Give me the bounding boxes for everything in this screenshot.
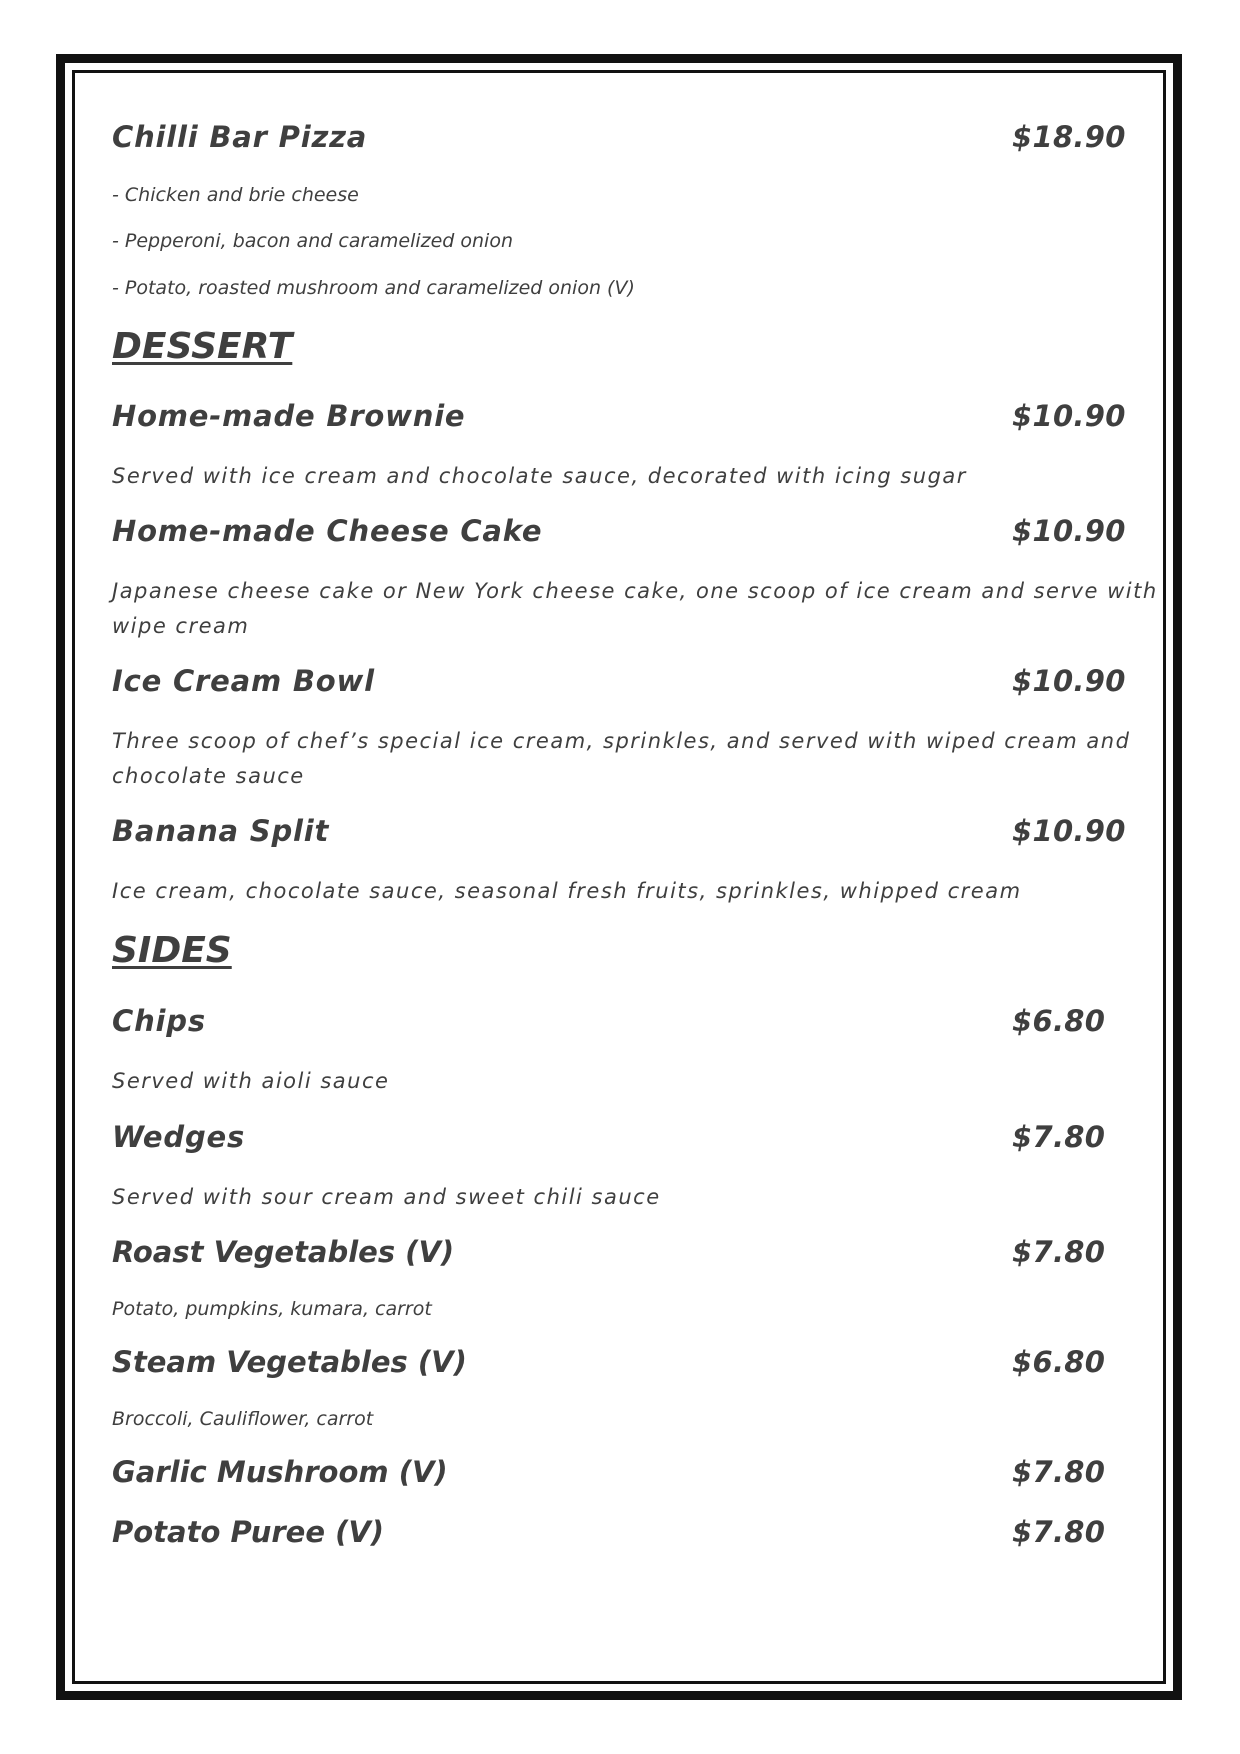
pizza-option: - Chicken and brie cheese [112,184,359,206]
menu-item-description: Three scoop of chef’s special ice cream, sprinkles, and served with wiped cream and [112,729,1131,753]
menu-item-description: Broccoli, Cauliflower, carrot [112,1408,374,1430]
menu-item-name: Chips [112,1004,206,1038]
menu-item-price: $10.90 [1012,664,1126,698]
section-heading-sides: SIDES [112,930,232,971]
section-heading-dessert: DESSERT [112,326,293,367]
menu-item-price: $7.80 [1012,1120,1106,1154]
menu-item-price: $10.90 [1012,514,1126,548]
pizza-title: Chilli Bar Pizza [112,120,368,154]
menu-item-name: Garlic Mushroom (V) [112,1455,448,1489]
menu-item-name: Potato Puree (V) [112,1515,385,1549]
menu-item-price: $10.90 [1012,814,1126,848]
menu-item-description: wipe cream [112,614,250,638]
menu-item-name: Steam Vegetables (V) [112,1345,467,1379]
menu-item-name: Home-made Cheese Cake [112,514,543,548]
pizza-price: $18.90 [1012,120,1126,154]
menu-item-description: Served with ice cream and chocolate sauce, decorated with icing sugar [112,464,967,488]
menu-item-price: $10.90 [1012,399,1126,433]
menu-item-price: $7.80 [1012,1235,1106,1269]
menu-item-name: Roast Vegetables (V) [112,1235,455,1269]
menu-item-description: Served with sour cream and sweet chili sauce [112,1185,661,1209]
menu-item-name: Home-made Brownie [112,399,466,433]
menu-item-description: Ice cream, chocolate sauce, seasonal fresh fruits, sprinkles, whipped cream [112,879,1022,903]
menu-item-price: $7.80 [1012,1515,1106,1549]
menu-item-price: $6.80 [1012,1345,1106,1379]
menu-item-price: $7.80 [1012,1455,1106,1489]
menu-item-name: Ice Cream Bowl [112,664,375,698]
pizza-option: - Pepperoni, bacon and caramelized onion [112,230,514,252]
menu-item-description: chocolate sauce [112,764,305,788]
menu-item-price: $6.80 [1012,1004,1106,1038]
pizza-option: - Potato, roasted mushroom and caramelized onion (V) [112,277,635,299]
menu-item-description: Served with aioli sauce [112,1069,390,1093]
menu-item-name: Wedges [112,1120,246,1154]
menu-item-name: Banana Split [112,814,330,848]
menu-item-description: Potato, pumpkins, kumara, carrot [112,1298,432,1320]
menu-item-description: Japanese cheese cake or New York cheese cake, one scoop of ice cream and serve with [112,579,1158,603]
